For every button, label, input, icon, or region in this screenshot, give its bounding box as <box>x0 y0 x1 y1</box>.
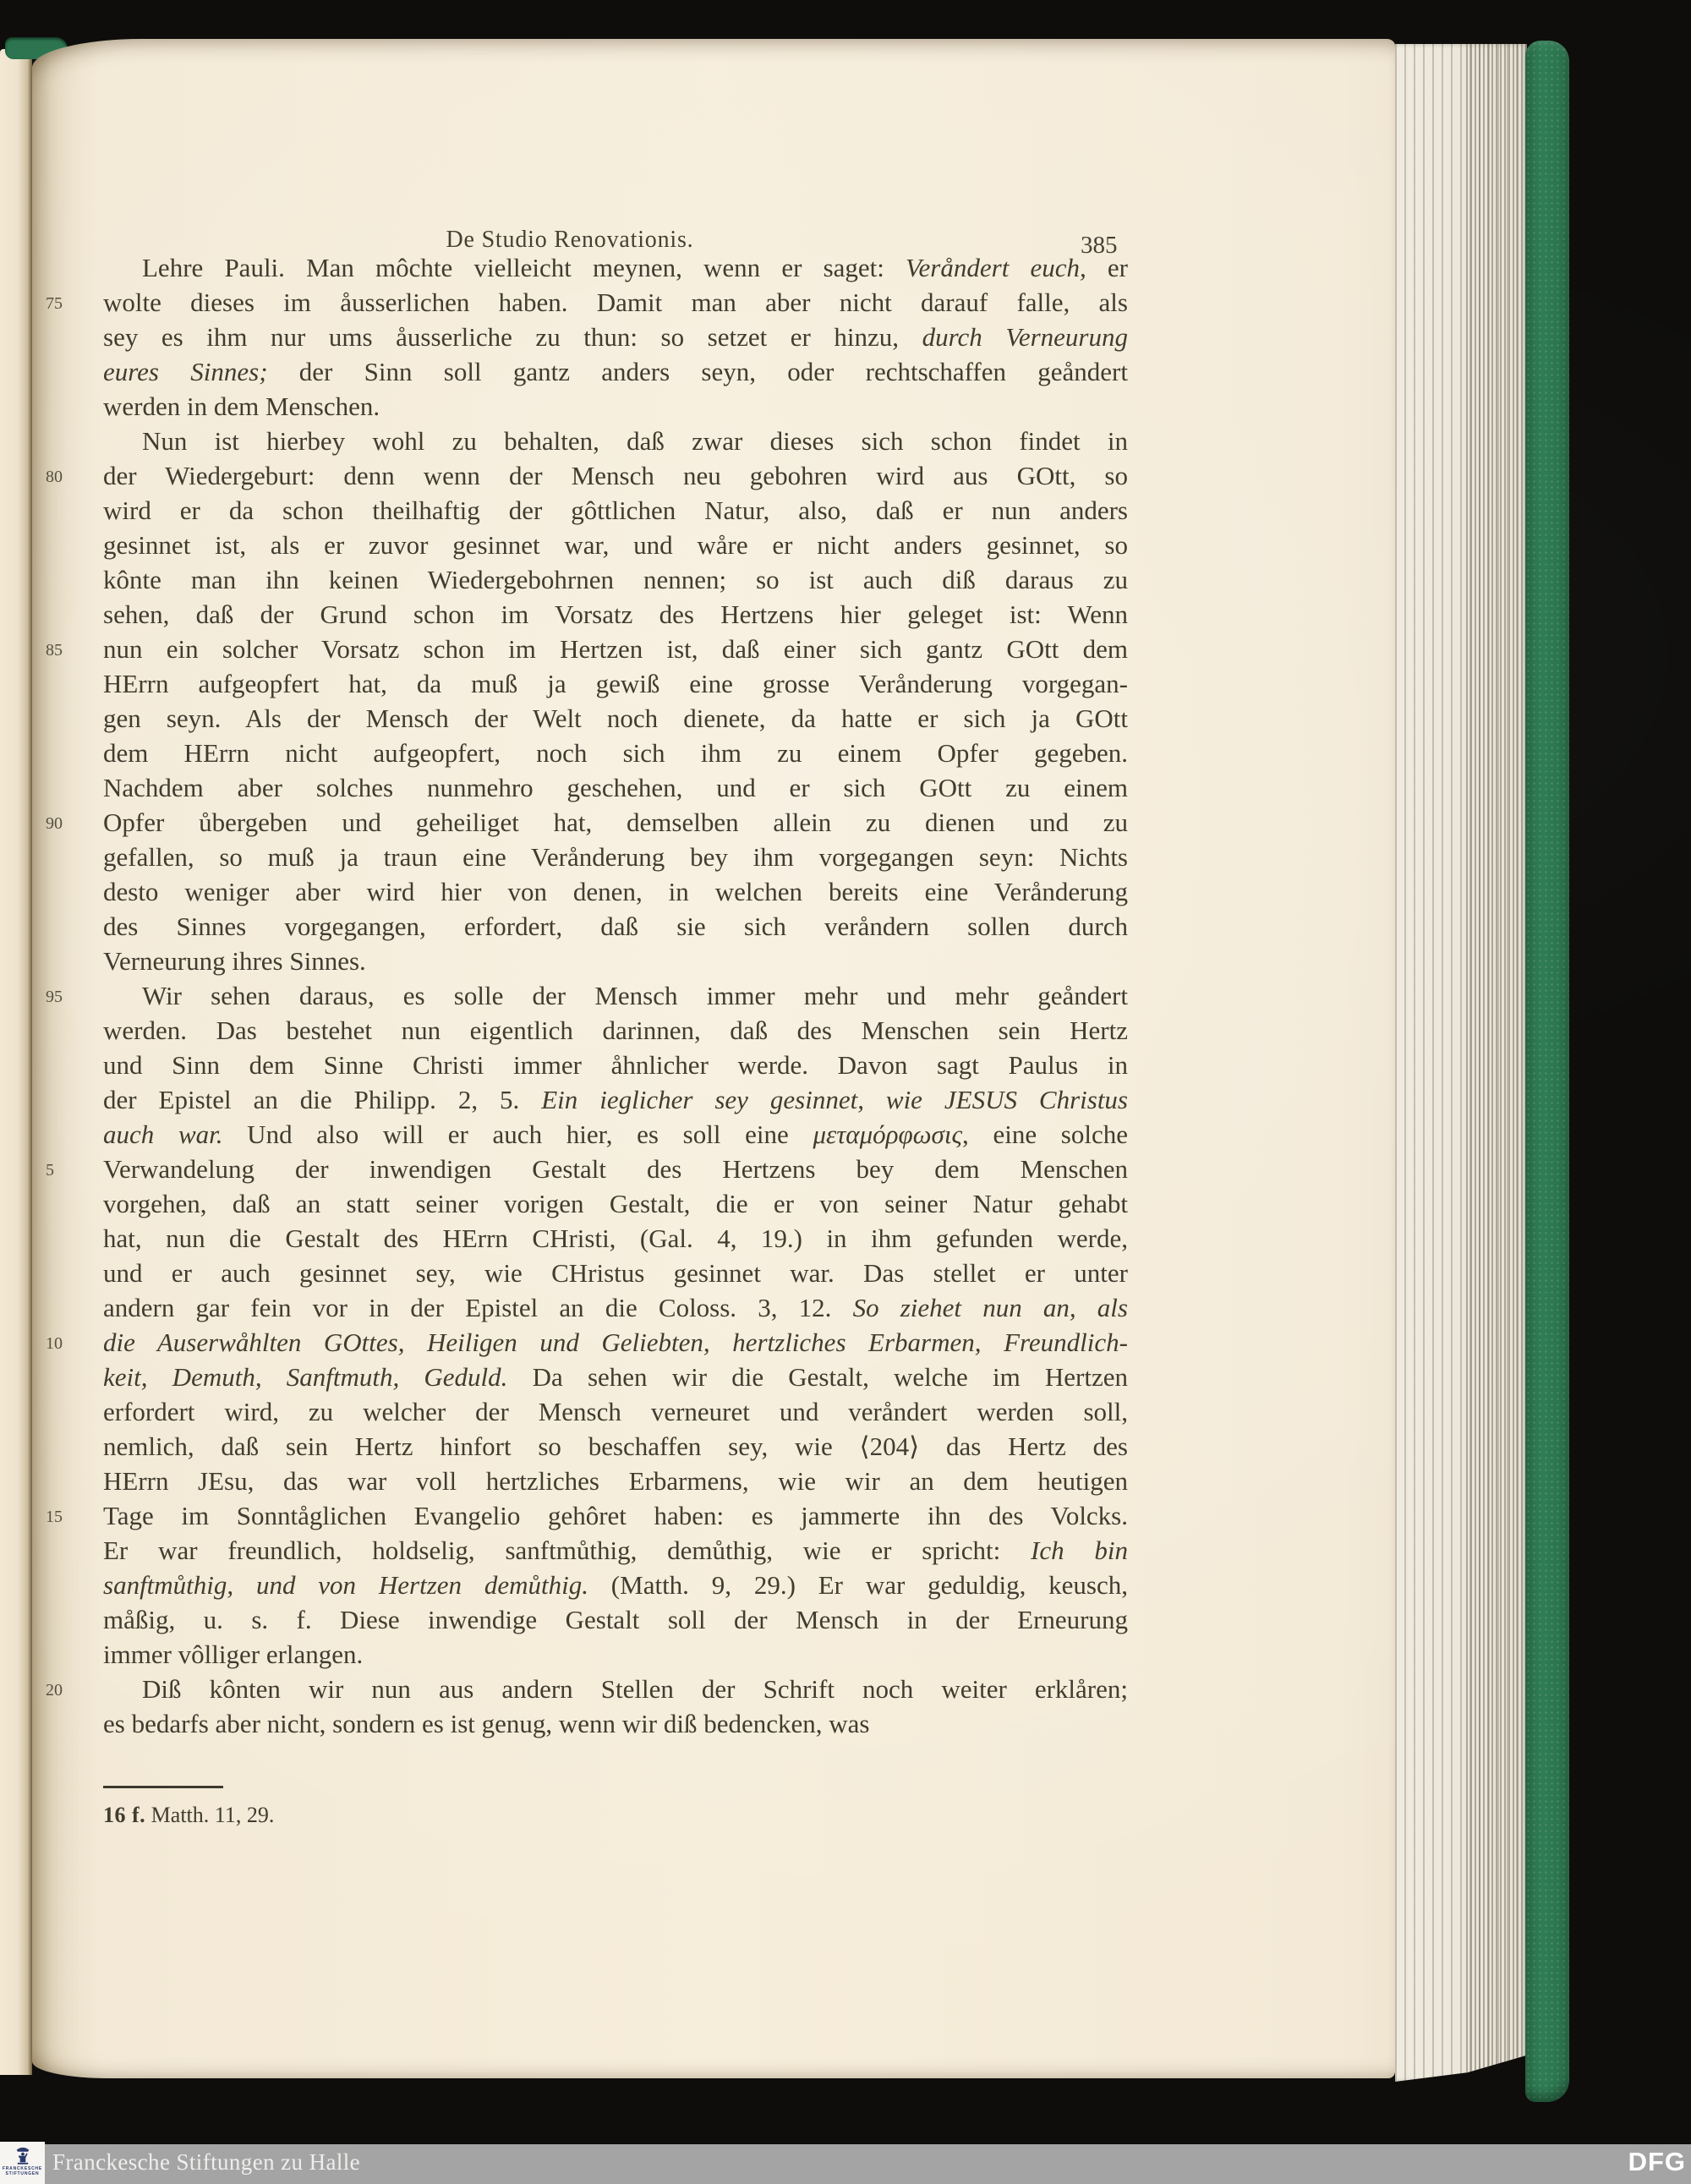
text-line <box>103 354 1128 389</box>
text-line <box>46 458 1128 493</box>
text-segment: Nun ist hierbey wohl zu behalten, daß zwar dieses sich schon findet in <box>142 426 1128 456</box>
italic-text-segment: keit, Demuth, Sanftmuth, Geduld. <box>103 1362 508 1392</box>
logo-caption-line2: STIFTUNGEN <box>5 2171 40 2176</box>
text-line <box>103 1602 1128 1637</box>
text-segment: Verneurung ihres Sinnes. <box>103 946 366 976</box>
text-segment: gen seyn. Als der Mensch der Welt noch dienete, da hatte er sich ja GOtt <box>103 703 1128 733</box>
left-page-edge <box>0 49 32 2075</box>
francke-statue-icon <box>14 2144 32 2166</box>
text-segment: der Epistel an die Philipp. 2, 5. <box>103 1085 542 1114</box>
italic-text-segment: die Auserwåhlten GOttes, Heiligen und Geliebten, hertzliches Erbarmen, Freundlich- <box>103 1327 1128 1357</box>
page-stack-edge <box>1395 44 1527 2082</box>
text-line <box>46 632 1128 666</box>
franckesche-stiftungen-logo <box>0 2142 45 2184</box>
text-segment: sehen, daß der Grund schon im Vorsatz des Hertzens hier geleget ist: Wenn <box>103 599 1128 629</box>
text-segment: und er auch gesinnet sey, wie CHristus gesinnet war. Das stellet er unter <box>103 1258 1128 1288</box>
italic-text-segment: auch war. <box>103 1119 223 1149</box>
text-segment: nemlich, daß sein Hertz hinfort so beschaffen sey, wie ⟨204⟩ das Hertz des <box>103 1431 1128 1461</box>
text-line <box>103 840 1128 874</box>
text-segment: werden. Das bestehet nun eigentlich darinnen, daß des Menschen sein Hertz <box>103 1015 1128 1045</box>
text-line <box>46 1325 1128 1360</box>
text-segment: der Sinn soll gantz anders seyn, oder rechtschaffen geåndert <box>267 357 1128 386</box>
text-segment: nun ein solcher Vorsatz schon im Hertzen ist, daß einer sich gantz GOtt dem <box>103 634 1128 664</box>
italic-text-segment: So ziehet nun an, als <box>852 1293 1128 1322</box>
text-line <box>103 597 1128 632</box>
text-line <box>103 1082 1128 1117</box>
text-segment: immer vôlliger erlangen. <box>103 1639 364 1669</box>
text-segment: Er war freundlich, holdselig, sanftmůthig, demůthig, wie er spricht: <box>103 1535 1031 1565</box>
text-line <box>103 944 1128 978</box>
text-line <box>103 320 1128 354</box>
line-number: 80 <box>46 468 63 486</box>
text-segment: wolte dieses im åusserlichen haben. Damit man aber nicht darauf falle, als <box>103 287 1128 317</box>
text-line <box>103 1117 1128 1152</box>
line-number: 15 <box>46 1508 63 1526</box>
line-number: 95 <box>46 988 63 1006</box>
italic-text-segment: durch Verneurung <box>922 322 1128 352</box>
text-line <box>46 1498 1128 1533</box>
text-line <box>103 1290 1128 1325</box>
text-segment: dem HErrn nicht aufgeopfert, noch sich ihm zu einem Opfer gegeben. <box>103 738 1128 768</box>
line-number: 90 <box>46 814 63 833</box>
text-line <box>103 250 1128 285</box>
text-line <box>103 1464 1128 1498</box>
text-segment: gesinnet ist, als er zuvor gesinnet war, und wåre er nicht anders gesinnet, so <box>103 530 1128 560</box>
italic-text-segment: Ein ieglicher sey gesinnet, wie JESUS Christus <box>541 1085 1128 1114</box>
footnote <box>103 1803 274 1828</box>
text-line <box>103 1533 1128 1568</box>
text-segment: der Wiedergeburt: denn wenn der Mensch neu gebohren wird aus GOtt, so <box>103 461 1128 490</box>
text-line <box>46 285 1128 320</box>
italic-text-segment: sanftmůthig, und von Hertzen demůthig. <box>103 1570 588 1600</box>
running-head: De Studio Renovationis. <box>446 227 694 253</box>
text-segment: und Sinn dem Sinne Christi immer åhnlicher werde. Davon sagt Paulus in <box>103 1050 1128 1080</box>
text-line <box>103 666 1128 701</box>
text-line <box>103 1394 1128 1429</box>
text-segment: sey es ihm nur ums åusserliche zu thun: so setzet er hinzu, <box>103 322 922 352</box>
text-line <box>103 1429 1128 1464</box>
text-segment: es bedarfs aber nicht, sondern es ist genug, wenn wir diß bedencken, was <box>103 1709 870 1738</box>
text-line <box>103 909 1128 944</box>
text-segment: werden in dem Menschen. <box>103 391 380 421</box>
dfg-logo: DFG <box>1628 2147 1686 2176</box>
text-line <box>103 1637 1128 1672</box>
italic-text-segment: μεταμόρφωσις <box>813 1119 963 1149</box>
line-number: 85 <box>46 641 63 660</box>
text-segment: desto weniger aber wird hier von denen, in welchen bereits eine Verånderung <box>103 877 1128 906</box>
text-line <box>46 1672 1128 1706</box>
text-line <box>46 978 1128 1013</box>
text-segment: Da sehen wir die Gestalt, welche im Hertzen <box>507 1362 1128 1392</box>
text-segment: kônte man ihn keinen Wiedergebohrnen nennen; so ist auch diß daraus zu <box>103 565 1128 594</box>
text-segment: er <box>1086 253 1128 282</box>
text-line <box>103 736 1128 770</box>
italic-text-segment: eures Sinnes; <box>103 357 268 386</box>
logo-caption-line1: FRANCKESCHE <box>2 2166 43 2171</box>
book-page <box>32 39 1395 2078</box>
page-number: 385 <box>1081 232 1118 259</box>
footer-bar <box>0 2144 1691 2184</box>
text-segment: Verwandelung der inwendigen Gestalt des Hertzens bey dem Menschen <box>103 1154 1128 1184</box>
text-line <box>103 493 1128 528</box>
text-line <box>103 389 1128 424</box>
text-line <box>103 1221 1128 1256</box>
text-line <box>103 528 1128 562</box>
text-segment: Und also will er auch hier, es soll eine <box>222 1119 813 1149</box>
text-segment: , eine solche <box>962 1119 1128 1149</box>
line-number: 20 <box>46 1681 63 1700</box>
text-line <box>103 701 1128 736</box>
text-segment: des Sinnes vorgegangen, erfordert, daß sie sich veråndern sollen durch <box>103 911 1128 941</box>
text-segment: Opfer ůbergeben und geheiliget hat, demselben allein zu dienen und zu <box>103 807 1128 837</box>
italic-text-segment: Ich bin <box>1031 1535 1128 1565</box>
footnote-text: Matth. 11, 29. <box>150 1803 275 1827</box>
text-segment: Tage im Sonntåglichen Evangelio gehôret haben: es jammerte ihn des Volcks. <box>103 1501 1128 1530</box>
text-segment: Wir sehen daraus, es solle der Mensch immer mehr und mehr geåndert <box>142 981 1128 1010</box>
text-line <box>103 1186 1128 1221</box>
institution-name: Franckesche Stiftungen zu Halle <box>52 2149 361 2175</box>
text-line <box>103 770 1128 805</box>
line-number: 5 <box>46 1161 54 1180</box>
cover-right-edge <box>1525 41 1569 2102</box>
text-segment: Lehre Pauli. Man môchte vielleicht meynen, wenn er saget: <box>142 253 906 282</box>
text-line <box>103 562 1128 597</box>
text-line <box>103 1013 1128 1048</box>
text-segment: vorgehen, daß an statt seiner vorigen Gestalt, die er von seiner Natur gehabt <box>103 1189 1128 1218</box>
footnote-label: 16 f. <box>103 1803 146 1827</box>
page-stack-dense-edge <box>1466 44 1527 2082</box>
text-line <box>103 874 1128 909</box>
text-segment: HErrn JEsu, das war voll hertzliches Erbarmens, wie wir an dem heutigen <box>103 1466 1128 1496</box>
text-segment: (Matth. 9, 29.) Er war geduldig, keusch, <box>588 1570 1128 1600</box>
text-line <box>46 1152 1128 1186</box>
text-segment: HErrn aufgeopfert hat, da muß ja gewiß eine grosse Verånderung vorgegan- <box>103 669 1128 698</box>
text-line <box>103 424 1128 458</box>
line-number: 75 <box>46 294 63 313</box>
text-segment: andern gar fein vor in der Epistel an die Coloss. 3, 12. <box>103 1293 853 1322</box>
text-segment: erfordert wird, zu welcher der Mensch verneuret und veråndert werden soll, <box>103 1397 1128 1426</box>
text-line <box>103 1256 1128 1290</box>
line-number: 10 <box>46 1334 63 1353</box>
text-segment: gefallen, so muß ja traun eine Verånderung bey ihm vorgegangen seyn: Nichts <box>103 842 1128 872</box>
italic-text-segment: Veråndert euch, <box>906 253 1086 282</box>
text-segment: Diß kônten wir nun aus andern Stellen der Schrift noch weiter erklåren; <box>142 1674 1128 1704</box>
text-line <box>103 1568 1128 1602</box>
text-segment: hat, nun die Gestalt des HErrn CHristi, (Gal. 4, 19.) in ihm gefunden werde, <box>103 1223 1128 1253</box>
text-segment: wird er da schon theilhaftig der gôttlichen Natur, also, daß er nun anders <box>103 495 1128 525</box>
text-block <box>46 250 1128 1741</box>
footnote-rule <box>103 1786 223 1788</box>
text-line <box>103 1706 1128 1741</box>
text-line <box>103 1360 1128 1394</box>
text-segment: Nachdem aber solches nunmehro geschehen, und er sich GOtt zu einem <box>103 773 1128 802</box>
text-line <box>46 805 1128 840</box>
text-segment: måßig, u. s. f. Diese inwendige Gestalt soll der Mensch in der Erneurung <box>103 1605 1128 1634</box>
text-line <box>103 1048 1128 1082</box>
